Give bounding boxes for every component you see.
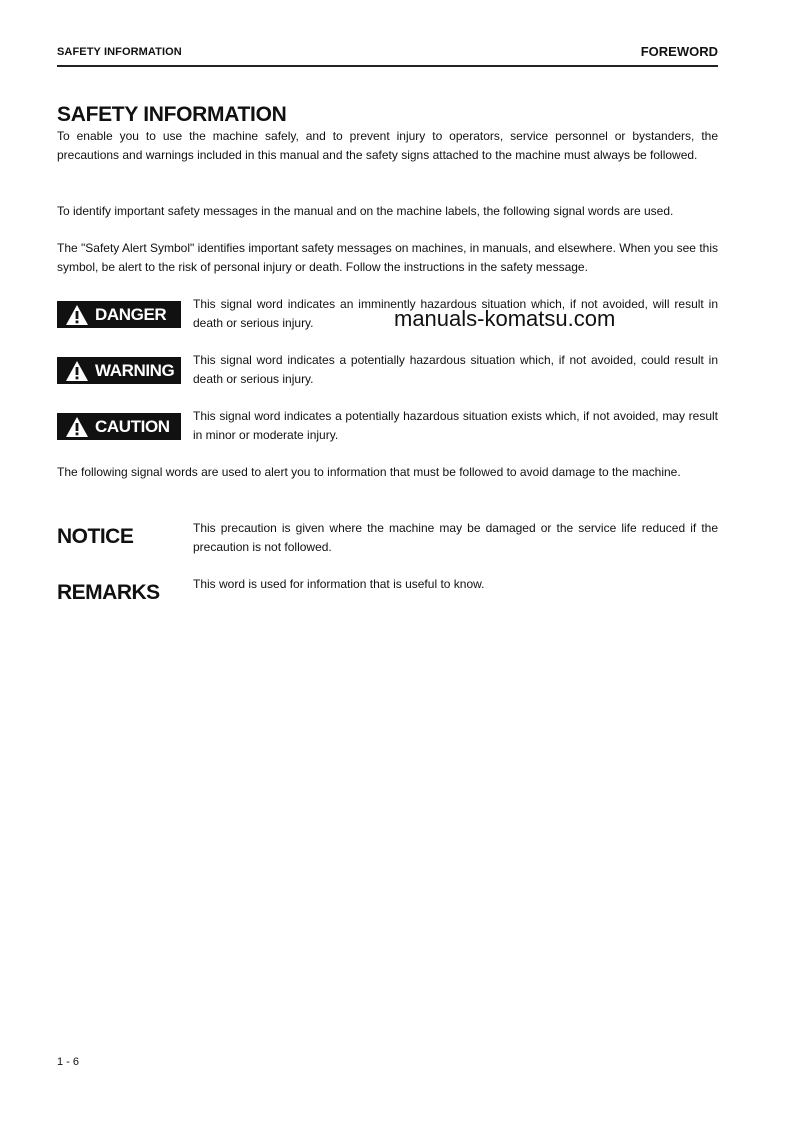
danger-label-text: DANGER: [95, 304, 167, 324]
warning-description: This signal word indicates a potentially hazardous situation which, if not avoided, could result in death or serious injury.: [193, 353, 718, 386]
word-row-remarks: [57, 575, 718, 610]
header-divider: [57, 65, 718, 67]
word-row-notice: [57, 519, 718, 564]
alert-symbol-paragraph: The "Safety Alert Symbol" identifies important safety messages on machines, in manuals, and elsewhere. When you see this symbol, be alert to the risk of personal injury or death. Follow the instructions in the safety message.: [57, 241, 718, 274]
intro-paragraph: To enable you to use the machine safely, and to prevent injury to operators, service personnel or bystanders, the precautions and warnings included in this manual and the safety signs attached to the machine must always be followed.: [57, 129, 718, 162]
header-section-title: SAFETY INFORMATION: [57, 46, 182, 58]
danger-label: [57, 301, 181, 328]
damage-intro-paragraph: The following signal words are used to alert you to information that must be followed to avoid damage to the machine.: [57, 465, 681, 479]
page-number: 1 - 6: [57, 1056, 80, 1068]
signal-row-danger: [57, 295, 718, 340]
remarks-description: This word is used for information that is useful to know.: [193, 577, 485, 591]
page-title: SAFETY INFORMATION: [57, 103, 287, 126]
header-chapter-title: FOREWORD: [640, 44, 718, 59]
notice-description: This precaution is given where the machine may be damaged or the service life reduced if the precaution is not followed.: [193, 521, 718, 554]
caution-label-text: CAUTION: [95, 416, 170, 436]
caution-description: This signal word indicates a potentially hazardous situation exists which, if not avoided, may result in minor or moderate injury.: [193, 409, 718, 442]
danger-description: This signal word indicates an imminently hazardous situation which, if not avoided, will result in death or serious injury.: [193, 297, 718, 330]
watermark-text: manuals-komatsu.com: [394, 306, 616, 331]
warning-triangle-icon: [65, 416, 89, 438]
warning-label: [57, 357, 181, 384]
warning-triangle-icon: [65, 360, 89, 382]
remarks-label: REMARKS: [57, 581, 160, 604]
signal-words-intro-paragraph: To identify important safety messages in the manual and on the machine labels, the following signal words are used.: [57, 204, 674, 218]
caution-label: [57, 413, 181, 440]
warning-label-text: WARNING: [95, 360, 175, 380]
signal-row-caution: [57, 407, 718, 452]
notice-label: NOTICE: [57, 525, 134, 548]
warning-triangle-icon: [65, 304, 89, 326]
signal-row-warning: [57, 351, 718, 396]
